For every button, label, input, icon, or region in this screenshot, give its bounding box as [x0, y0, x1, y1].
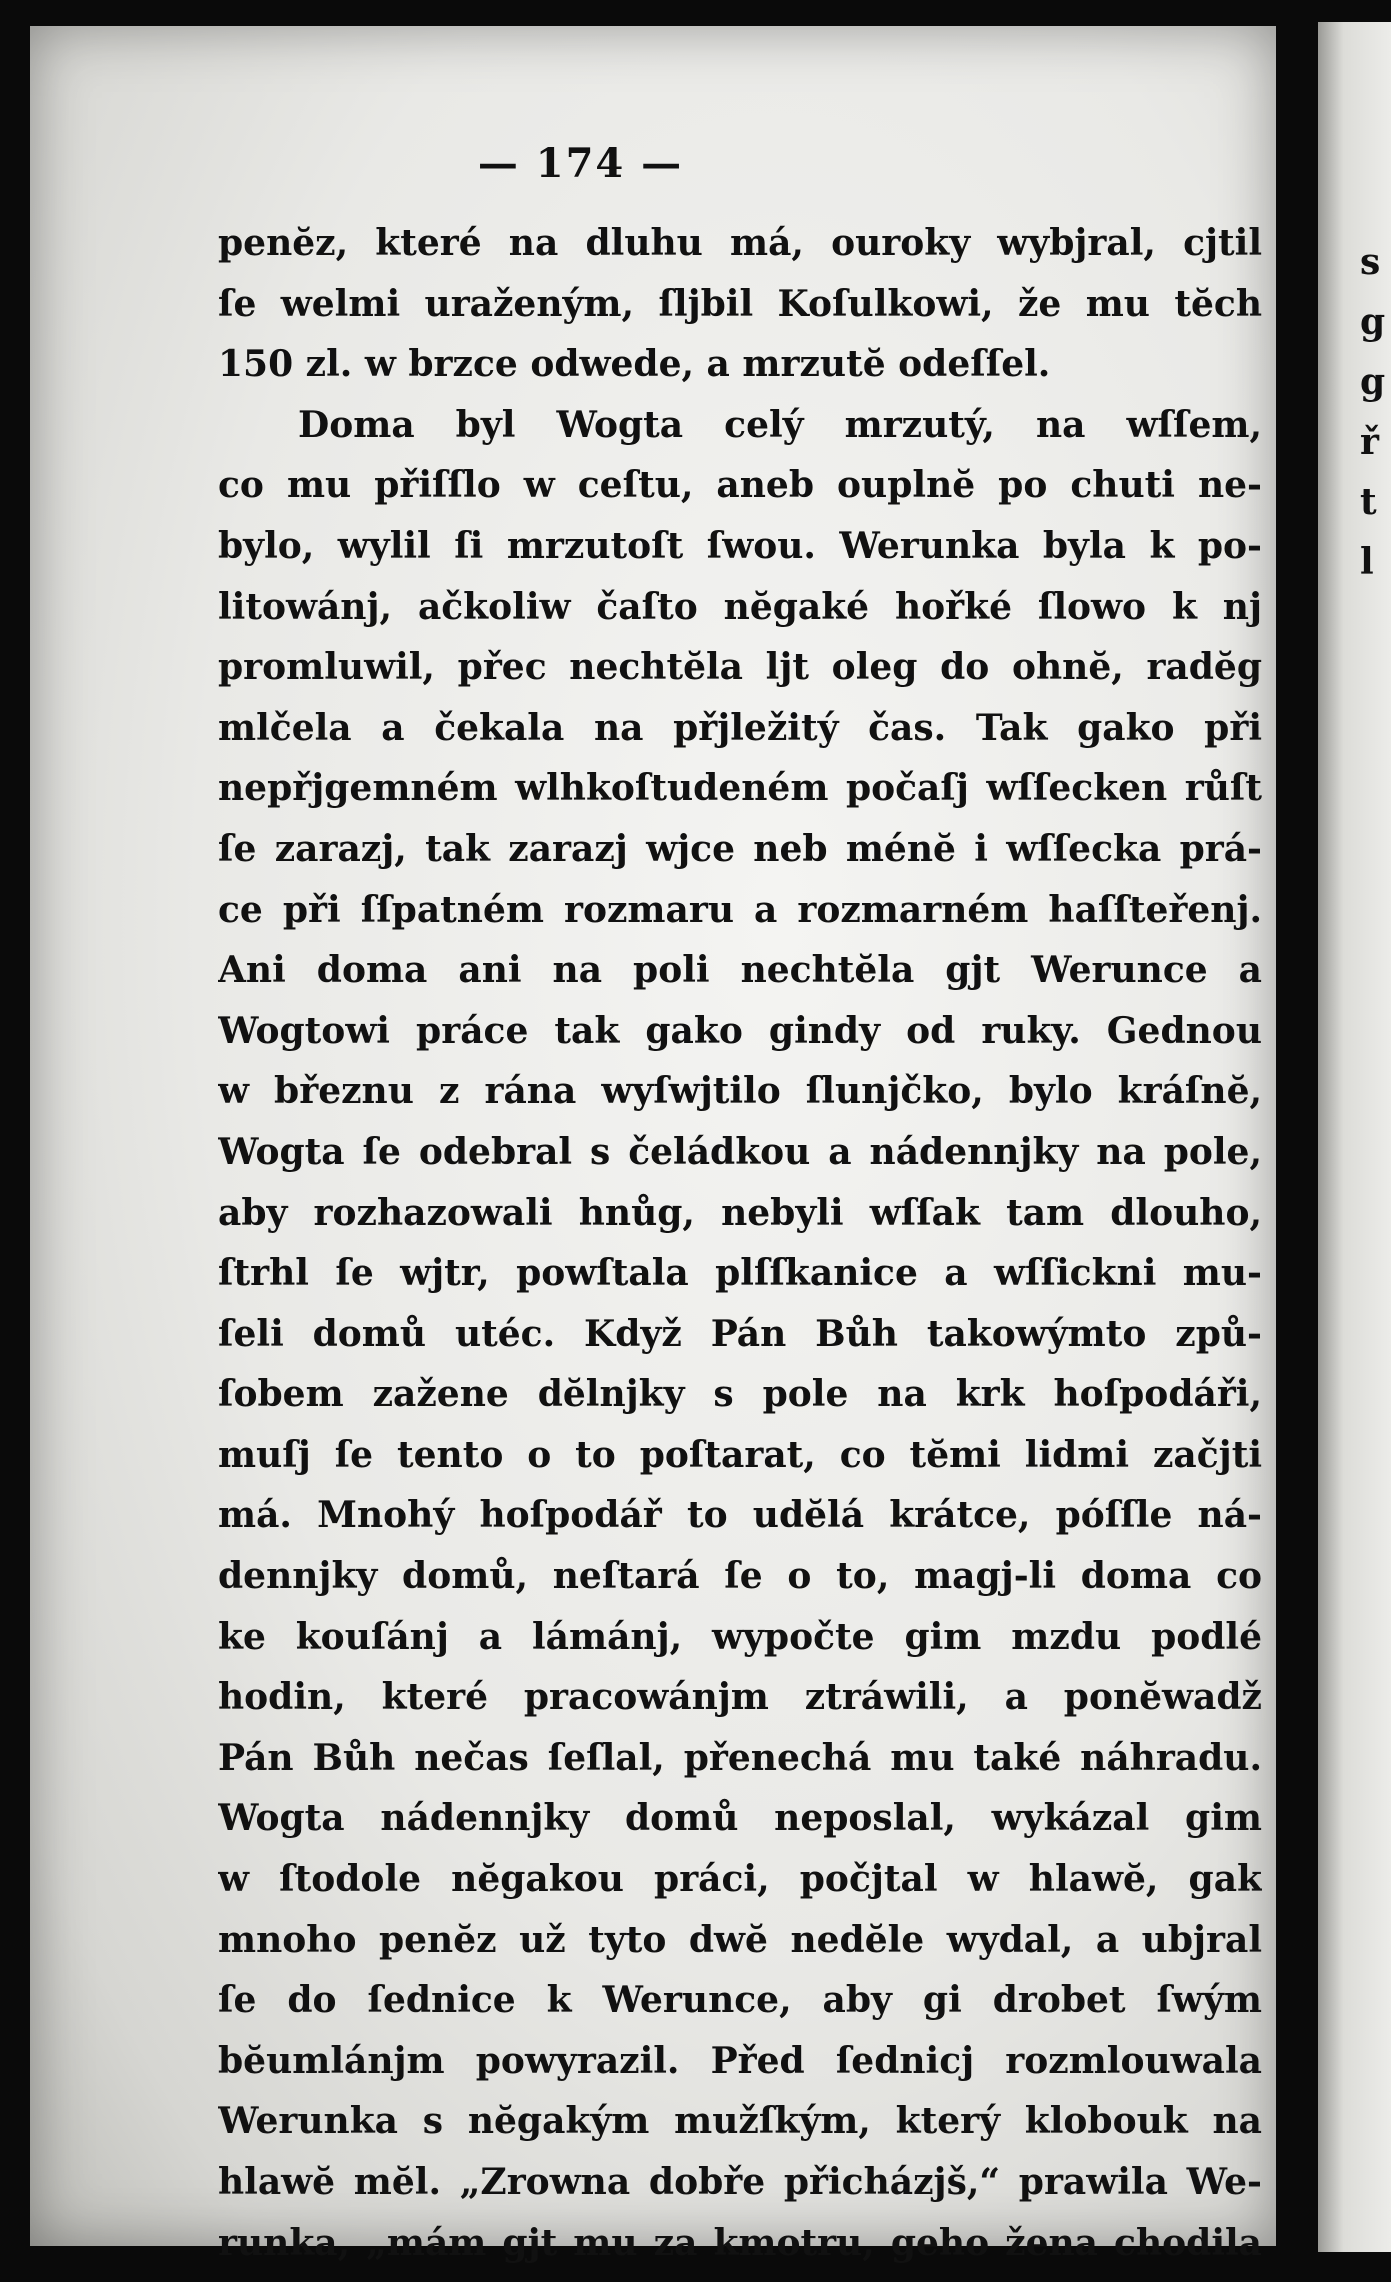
adjacent-page-text [1360, 232, 1391, 592]
text-line: mnoho penĕz už tyto dwĕ nedĕle wydal, a ubjral [218, 1918, 1262, 1961]
adjacent-fragment: g [1360, 301, 1386, 343]
text-line: Wogta ſe odebral s čeládkou a nádennjky na pole, [218, 1130, 1262, 1173]
text-line: muſj ſe tento o to poſtarat, co tĕmi lidmi začjti [218, 1433, 1262, 1476]
text-line: ſeli domů utéc. Když Pán Bůh takowýmto způ- [218, 1312, 1262, 1355]
text-line: w březnu z rána wyſwjtilo ſlunjčko, bylo kráſnĕ, [218, 1070, 1262, 1113]
text-line: ce při ſſpatném rozmaru a rozmarném haſſteřenj. [218, 888, 1262, 931]
text-line: ſe zarazj, tak zarazj wjce neb ménĕ i wſſecka prá- [218, 827, 1262, 870]
text-line: w ſtodole nĕgakou práci, počjtal w hlawĕ, gak [218, 1858, 1262, 1901]
adjacent-fragment: g [1360, 361, 1386, 403]
text-line: Wogta nádennjky domů neposlal, wykázal gim [218, 1797, 1262, 1840]
text-line: dennjky domů, neſtará ſe o to, magj-li doma co [218, 1555, 1262, 1598]
page-number: — 174 — [477, 140, 684, 187]
text-line: litowánj, ačkoliw čaſto nĕgaké hořké ſlowo k nj [218, 585, 1262, 628]
text-line: co mu přiſſlo w ceſtu, aneb ouplnĕ po chuti ne- [218, 464, 1262, 507]
adjacent-fragment: t [1360, 481, 1377, 523]
text-line: ſobem zažene dĕlnjky s pole na krk hoſpodáři, [218, 1373, 1262, 1416]
text-line: má. Mnohý hoſpodář to udĕlá krátce, póſſle ná- [218, 1494, 1262, 1537]
text-line: ſtrhl ſe wjtr, powſtala plſſkanice a wſſickni mu- [218, 1252, 1262, 1295]
text-line: penĕz, které na dluhu má, ouroky wybjral, cjtil [218, 222, 1262, 264]
adjacent-fragment: ř [1360, 421, 1379, 463]
text-line: ſe welmi uraženým, ſljbil Koſulkowi, že mu tĕch [218, 282, 1262, 325]
adjacent-fragment: l [1360, 541, 1374, 583]
text-line: hlawĕ mĕl. „Zrowna dobře přicházjš,“ prawila We- [218, 2161, 1262, 2203]
text-line: ke kouſánj a lámánj, wypočte gim mzdu podlé [218, 1615, 1262, 1658]
text-line: Ani doma ani na poli nechtĕla gjt Werunce a [218, 949, 1262, 992]
text-line: Doma byl Wogta celý mrzutý, na wſſem, [298, 403, 1262, 446]
text-line: runka, „mám gjt mu za kmotru, geho žena chodila [218, 2221, 1262, 2264]
text-line: ſe do ſednice k Werunce, aby gi drobet ſwým [218, 1979, 1262, 2022]
text-line: bylo, wylil ſi mrzutoſt ſwou. Werunka byla k po- [218, 524, 1262, 567]
text-line: mlčela a čekala na přjležitý čas. Tak gako při [218, 706, 1262, 749]
text-line: promluwil, přec nechtĕla ljt oleg do ohnĕ, radĕg [218, 646, 1262, 689]
text-line: Pán Bůh nečas ſeſlal, přenechá mu také náhradu. [218, 1736, 1262, 1779]
body-text [218, 213, 1262, 2273]
text-line: bĕumlánjm powyrazil. Před ſednicj rozmlouwala [218, 2039, 1262, 2082]
text-line: aby rozhazowali hnůg, nebyli wſſak tam dlouho, [218, 1191, 1262, 1234]
adjacent-fragment: s [1360, 241, 1381, 283]
text-line: hodin, které pracowánjm ztráwili, a ponĕwadž [218, 1676, 1262, 1719]
text-line: Wogtowi práce tak gako gindy od ruky. Gednou [218, 1009, 1262, 1052]
text-line: nepřjgemném wlhkoſtudeném počaſj wſſecken růſt [218, 767, 1262, 810]
text-line: 150 zl. w brzce odwede, a mrzutĕ odeſſel. [218, 343, 1051, 386]
text-line: Werunka s nĕgakým mužſkým, který klobouk na [218, 2100, 1262, 2143]
